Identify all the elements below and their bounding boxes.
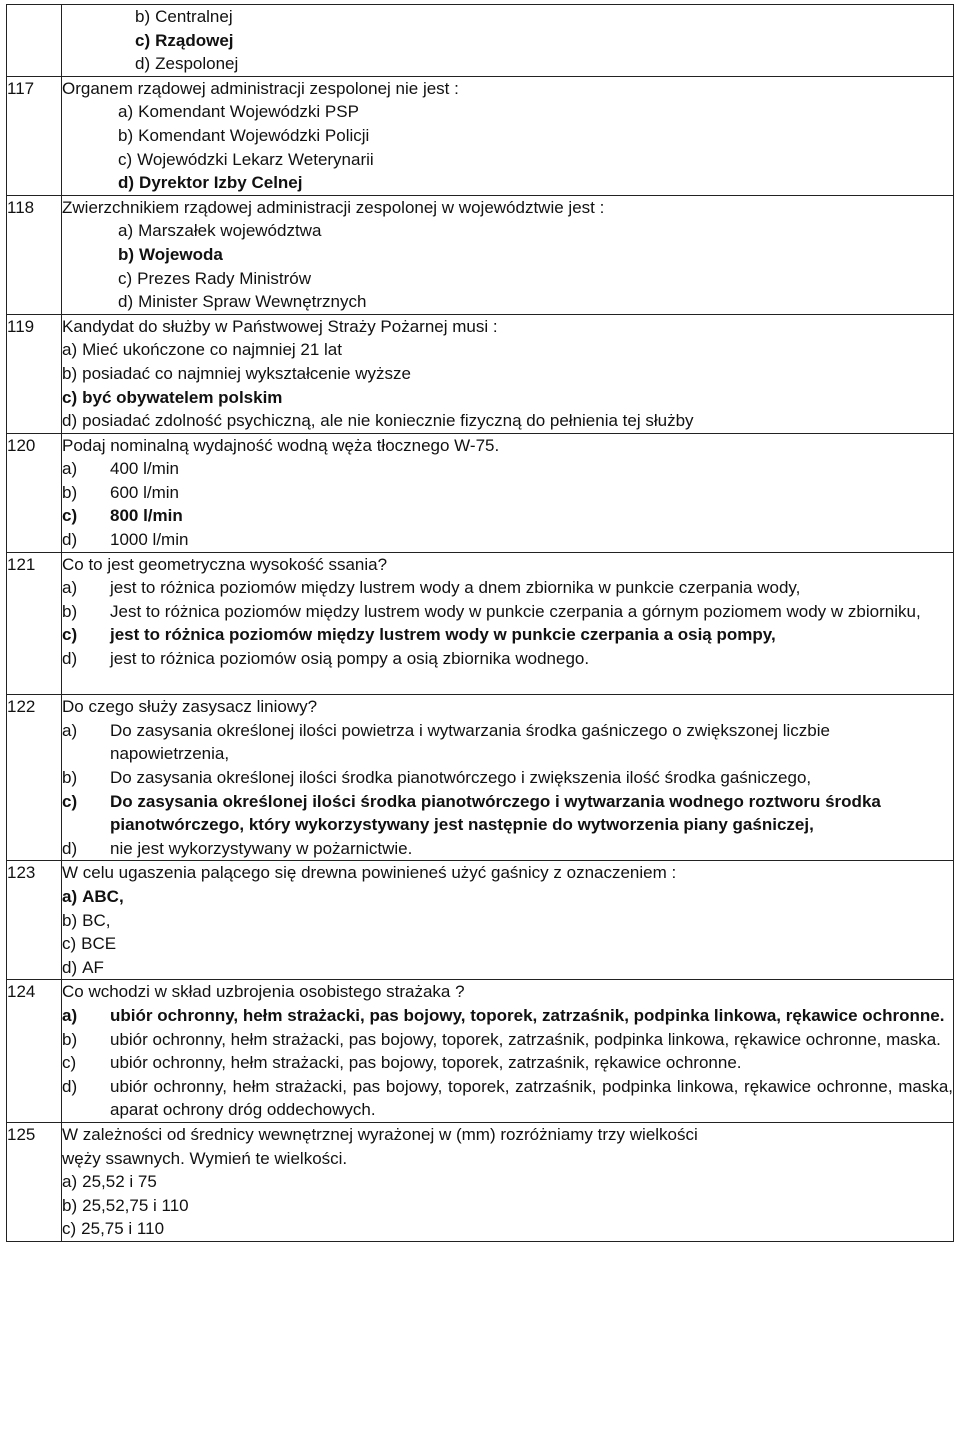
answer-option xyxy=(62,766,953,790)
answer-letter: d) xyxy=(118,173,135,193)
question-row-125 xyxy=(7,1122,954,1241)
answer-text: 400 l/min xyxy=(110,459,179,479)
question-row-123 xyxy=(7,861,954,980)
question-table xyxy=(6,4,954,1242)
question-text: Co to jest geometryczna wysokość ssania? xyxy=(62,554,388,574)
answer-option-correct xyxy=(62,623,953,647)
answer-text: Prezes Rady Ministrów xyxy=(137,268,311,288)
answer-text: Do zasysania określonej ilości środka pianotwórczego i wytwarzania wodnego roztworu środka pianotwórczego, który wykorzystywany jest następnie do wytworzenia piany gaśniczej, xyxy=(110,791,881,835)
answer-text: Marszałek województwa xyxy=(138,221,322,241)
question-row-117 xyxy=(7,76,954,195)
answer-text: ABC, xyxy=(82,886,124,906)
answer-option-correct xyxy=(62,386,953,410)
answer-text: Zespolonej xyxy=(155,54,239,74)
answer-letter: b) xyxy=(118,125,134,145)
answer-text: ubiór ochronny, hełm strażacki, pas bojowy, toporek, zatrzaśnik, podpinka linkowa, rękawice ochronne, maska. xyxy=(110,1029,941,1049)
answer-text: Centralnej xyxy=(155,7,233,26)
answer-option xyxy=(62,409,953,433)
answer-option xyxy=(62,576,953,600)
answer-text: Do zasysania określonej ilości środka pianotwórczego i zwiększenia ilość środka gaśniczego, xyxy=(110,768,812,787)
answer-text: Minister Spraw Wewnętrznych xyxy=(138,292,367,312)
answer-option xyxy=(118,100,953,124)
answer-option xyxy=(62,600,953,624)
answer-letter: d) xyxy=(62,957,78,977)
answer-text: 25,75 i 110 xyxy=(81,1219,165,1239)
answer-letter: c) xyxy=(118,149,133,169)
question-content-cell xyxy=(62,552,954,695)
answer-text: Rządowej xyxy=(155,30,234,50)
answer-text: 600 l/min xyxy=(110,482,179,502)
row-spacer xyxy=(62,671,953,695)
answer-letter: b) xyxy=(62,482,78,502)
answer-text: nie jest wykorzystywany w pożarnictwie. xyxy=(110,838,413,858)
question-number: 119 xyxy=(7,314,62,433)
question-content-cell xyxy=(62,76,954,195)
answer-text: 25,52 i 75 xyxy=(82,1172,157,1192)
question-row-119 xyxy=(7,314,954,433)
question-content-cell xyxy=(62,861,954,980)
answer-option xyxy=(62,1028,953,1052)
answer-letter: d) xyxy=(62,838,78,858)
answer-option xyxy=(62,837,953,861)
answer-text: BCE xyxy=(81,934,117,954)
answer-letter: a) xyxy=(62,459,78,479)
answer-text: posiadać zdolność psychiczną, ale nie koniecznie fizyczną do pełnienia tej służby xyxy=(82,411,694,431)
answer-option-correct xyxy=(135,29,953,53)
answer-text: 25,52,75 i 110 xyxy=(82,1195,189,1215)
answer-letter: c) xyxy=(62,387,78,407)
answer-option xyxy=(62,647,953,671)
answer-letter: a) xyxy=(118,102,134,122)
question-row-121 xyxy=(7,552,954,695)
answer-text: Dyrektor Izby Celnej xyxy=(139,173,303,193)
answer-letter: c) xyxy=(62,1219,77,1239)
answer-option xyxy=(118,219,953,243)
question-row-118 xyxy=(7,195,954,314)
question-content-cell xyxy=(62,980,954,1123)
answer-option xyxy=(118,290,953,314)
answer-letter: c) xyxy=(62,791,78,811)
answer-option xyxy=(62,1170,953,1194)
answer-text: ubiór ochronny, hełm strażacki, pas bojowy, toporek, zatrzaśnik, rękawice ochronne. xyxy=(110,1053,742,1073)
question-text: Zwierzchnikiem rządowej administracji zespolonej w województwie jest : xyxy=(62,197,605,217)
answer-letter: b) xyxy=(62,768,78,787)
question-content-cell xyxy=(62,695,954,861)
question-content-cell xyxy=(62,433,954,552)
question-row-120 xyxy=(7,433,954,552)
answer-text: Wojewódzki Lekarz Weterynarii xyxy=(137,149,374,169)
answer-text: 800 l/min xyxy=(110,506,183,526)
answer-text: jest to różnica poziomów między lustrem wody w punkcie czerpania a osią pompy, xyxy=(110,625,776,645)
question-number: 124 xyxy=(7,980,62,1123)
question-text: Kandydat do służby w Państwowej Straży Pożarnej musi : xyxy=(62,316,498,336)
answer-letter: b) xyxy=(62,1195,78,1215)
question-row-continuation xyxy=(7,5,954,77)
answer-letter: d) xyxy=(62,1076,78,1096)
answer-text: Mieć ukończone co najmniej 21 lat xyxy=(82,340,342,360)
answer-letter: a) xyxy=(118,221,134,241)
answer-letter: b) xyxy=(62,601,78,621)
answer-letter: a) xyxy=(62,720,78,740)
answer-option xyxy=(62,457,953,481)
answer-text: ubiór ochronny, hełm strażacki, pas bojowy, toporek, zatrzaśnik, podpinka linkowa, rękawice ochronne, maska, aparat ochrony dróg oddechowych. xyxy=(110,1076,953,1120)
answer-option-correct xyxy=(62,1004,953,1028)
answer-option-correct xyxy=(118,171,953,195)
question-number: 118 xyxy=(7,195,62,314)
answer-letter: c) xyxy=(62,1053,77,1073)
question-number: 125 xyxy=(7,1122,62,1241)
question-text: Co wchodzi w skład uzbrojenia osobistego strażaka ? xyxy=(62,982,465,1002)
answer-option xyxy=(118,267,953,291)
question-number: 117 xyxy=(7,76,62,195)
question-row-122 xyxy=(7,695,954,861)
answer-option xyxy=(62,956,953,980)
answer-option-correct xyxy=(118,243,953,267)
answer-option xyxy=(62,719,953,766)
question-number: 121 xyxy=(7,552,62,695)
answer-letter: c) xyxy=(118,268,133,288)
answer-letter: c) xyxy=(62,625,78,645)
answer-option xyxy=(62,481,953,505)
answer-letter: a) xyxy=(62,340,78,360)
question-text: Do czego służy zasysacz liniowy? xyxy=(62,697,318,717)
answer-option xyxy=(118,124,953,148)
answer-option-correct xyxy=(62,790,953,837)
question-text: W celu ugaszenia palącego się drewna powinieneś użyć gaśnicy z oznaczeniem : xyxy=(62,863,677,883)
answer-letter: a) xyxy=(62,578,78,598)
answer-option xyxy=(135,52,953,76)
answer-letter: b) xyxy=(62,363,78,383)
answer-option xyxy=(62,528,953,552)
question-content-cell xyxy=(62,5,954,77)
answer-letter: b) xyxy=(135,7,151,26)
answer-option xyxy=(135,5,953,29)
question-text: Podaj nominalną wydajność wodną węża tłocznego W-75. xyxy=(62,435,500,455)
answer-text: ubiór ochronny, hełm strażacki, pas bojowy, toporek, zatrzaśnik, podpinka linkowa, rękawice ochronne. xyxy=(110,1005,945,1025)
answer-letter: c) xyxy=(135,30,151,50)
answer-text: jest to różnica poziomów osią pompy a osią zbiornika wodnego. xyxy=(110,649,590,669)
answer-option xyxy=(62,1194,953,1218)
answer-option xyxy=(62,932,953,956)
answer-text: jest to różnica poziomów między lustrem wody a dnem zbiornika w punkcie czerpania wody, xyxy=(110,578,801,598)
answer-letter: c) xyxy=(62,506,78,526)
answer-text: posiadać co najmniej wykształcenie wyższe xyxy=(82,363,411,383)
question-text: Organem rządowej administracji zespolonej nie jest : xyxy=(62,78,459,98)
answer-option xyxy=(62,1051,953,1075)
answer-option xyxy=(62,1217,953,1241)
answer-letter: d) xyxy=(118,292,134,312)
answer-option-correct xyxy=(62,504,953,528)
answer-text: Komendant Wojewódzki Policji xyxy=(138,125,370,145)
answer-letter: a) xyxy=(62,1005,78,1025)
answer-option xyxy=(62,338,953,362)
question-number: 123 xyxy=(7,861,62,980)
question-content-cell xyxy=(62,195,954,314)
answer-letter: b) xyxy=(62,1029,78,1049)
answer-letter: d) xyxy=(62,530,78,550)
answer-letter: b) xyxy=(118,244,135,264)
question-number: 122 xyxy=(7,695,62,861)
answer-letter: d) xyxy=(62,411,78,431)
answer-option xyxy=(62,909,953,933)
answer-letter: c) xyxy=(62,934,77,954)
question-number-cell xyxy=(7,5,62,77)
answer-text: być obywatelem polskim xyxy=(82,387,283,407)
answer-option xyxy=(62,362,953,386)
answer-option-correct xyxy=(62,885,953,909)
answer-text: Jest to różnica poziomów między lustrem wody w punkcie czerpania a górnym poziomem wody w zbiorniku, xyxy=(110,601,921,621)
question-text: W zależności od średnicy wewnętrznej wyrażonej w (mm) rozróżniamy trzy wielkości węży ssawnych. Wymień te wielkości. xyxy=(62,1124,698,1168)
answer-text: Komendant Wojewódzki PSP xyxy=(138,102,359,122)
question-content-cell xyxy=(62,314,954,433)
answer-text: AF xyxy=(82,957,104,977)
answer-option xyxy=(62,1075,953,1122)
answer-text: Wojewoda xyxy=(139,244,223,264)
answer-letter: d) xyxy=(62,649,78,669)
answer-letter: a) xyxy=(62,1172,78,1192)
answer-text: 1000 l/min xyxy=(110,530,189,550)
question-row-124 xyxy=(7,980,954,1123)
answer-text: BC, xyxy=(82,910,111,930)
question-number: 120 xyxy=(7,433,62,552)
answer-letter: d) xyxy=(135,54,151,74)
answer-letter: b) xyxy=(62,910,78,930)
question-content-cell xyxy=(62,1122,954,1241)
answer-text: Do zasysania określonej ilości powietrza i wytwarzania środka gaśniczego o zwiększonej liczbie napowietrzenia, xyxy=(110,720,830,764)
answer-letter: a) xyxy=(62,886,78,906)
answer-option xyxy=(118,148,953,172)
